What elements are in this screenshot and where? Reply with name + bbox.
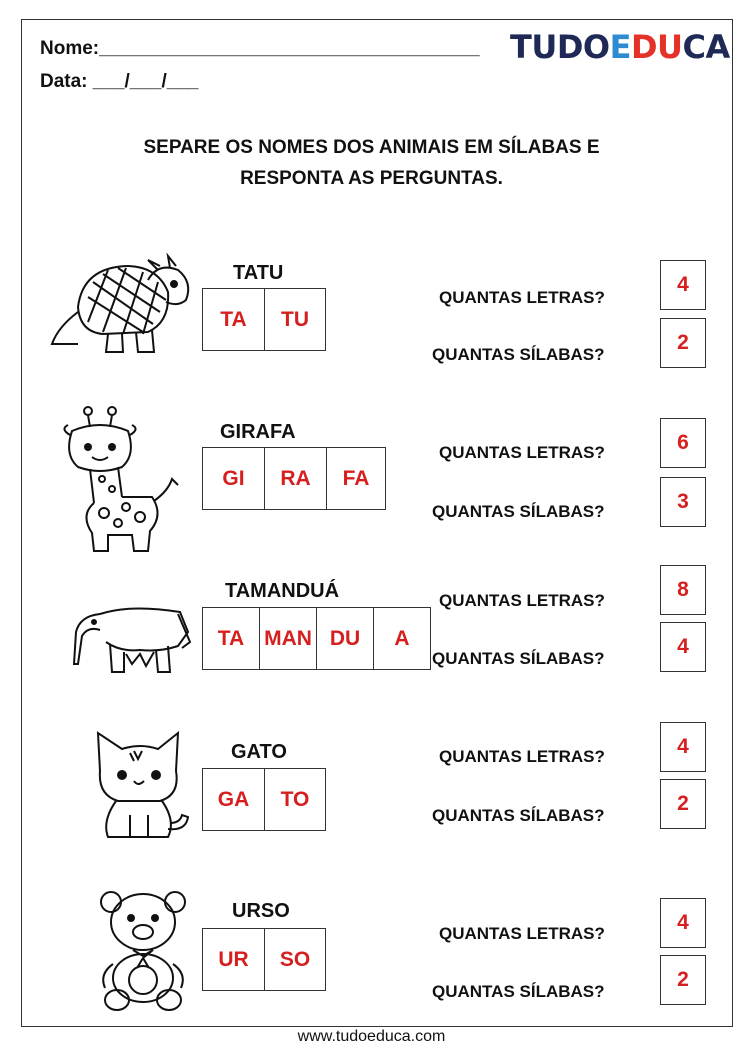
- tudoeduca-logo: TUDOEDUCA: [510, 28, 730, 66]
- syllables-question: QUANTAS SÍLABAS?: [432, 982, 605, 1001]
- syllables-answer[interactable]: 2: [660, 779, 706, 829]
- letters-question: QUANTAS LETRAS?: [439, 924, 605, 943]
- syllable-boxes: [202, 768, 326, 831]
- letters-question: QUANTAS LETRAS?: [439, 747, 605, 766]
- anteater-icon: [70, 602, 192, 682]
- syllable-box[interactable]: DU: [316, 607, 374, 670]
- armadillo-icon: [48, 252, 196, 356]
- giraffe-icon: [60, 405, 185, 557]
- letters-answer[interactable]: 6: [660, 418, 706, 468]
- syllable-box[interactable]: UR: [202, 928, 265, 991]
- syllables-answer[interactable]: 2: [660, 318, 706, 368]
- animal-name: GATO: [231, 741, 287, 763]
- syllable-box[interactable]: GI: [202, 447, 265, 510]
- teddy-bear-icon: [97, 888, 189, 1012]
- syllable-boxes: [202, 288, 326, 351]
- letters-answer[interactable]: 4: [660, 722, 706, 772]
- footer-url[interactable]: www.tudoeduca.com: [297, 1028, 446, 1045]
- letters-answer[interactable]: 8: [660, 565, 706, 615]
- syllables-answer[interactable]: 2: [660, 955, 706, 1005]
- syllable-box[interactable]: TU: [264, 288, 326, 351]
- syllable-box[interactable]: RA: [264, 447, 327, 510]
- syllables-answer[interactable]: 3: [660, 477, 706, 527]
- instructions: SEPARE OS NOMES DOS ANIMAIS EM SÍLABAS E RESPONTA AS PERGUNTAS.: [143, 137, 600, 189]
- cat-icon: [90, 725, 190, 843]
- syllables-question: QUANTAS SÍLABAS?: [432, 345, 605, 364]
- syllables-answer[interactable]: 4: [660, 622, 706, 672]
- syllables-question: QUANTAS SÍLABAS?: [432, 502, 605, 521]
- animal-name: GIRAFA: [220, 421, 296, 443]
- name-field-label: Nome:____________________________________: [40, 38, 480, 59]
- letters-answer[interactable]: 4: [660, 260, 706, 310]
- syllable-box[interactable]: GA: [202, 768, 265, 831]
- syllables-question: QUANTAS SÍLABAS?: [432, 806, 605, 825]
- syllable-box[interactable]: MAN: [259, 607, 317, 670]
- letters-answer[interactable]: 4: [660, 898, 706, 948]
- animal-name: TATU: [233, 262, 284, 284]
- syllable-box[interactable]: TA: [202, 288, 265, 351]
- syllable-box[interactable]: FA: [326, 447, 386, 510]
- book-icon: E: [609, 28, 631, 66]
- syllable-box[interactable]: TO: [264, 768, 326, 831]
- syllable-boxes: [202, 928, 326, 991]
- syllable-box[interactable]: SO: [264, 928, 326, 991]
- animal-name: URSO: [232, 900, 290, 922]
- date-field-label: Data: ___/___/___: [40, 71, 199, 92]
- syllable-box[interactable]: A: [373, 607, 431, 670]
- syllable-boxes: [202, 447, 386, 510]
- letters-question: QUANTAS LETRAS?: [439, 443, 605, 462]
- syllable-box[interactable]: TA: [202, 607, 260, 670]
- animal-name: TAMANDUÁ: [225, 580, 340, 602]
- letters-question: QUANTAS LETRAS?: [439, 591, 605, 610]
- syllable-boxes: [202, 607, 431, 670]
- syllables-question: QUANTAS SÍLABAS?: [432, 649, 605, 668]
- letters-question: QUANTAS LETRAS?: [439, 288, 605, 307]
